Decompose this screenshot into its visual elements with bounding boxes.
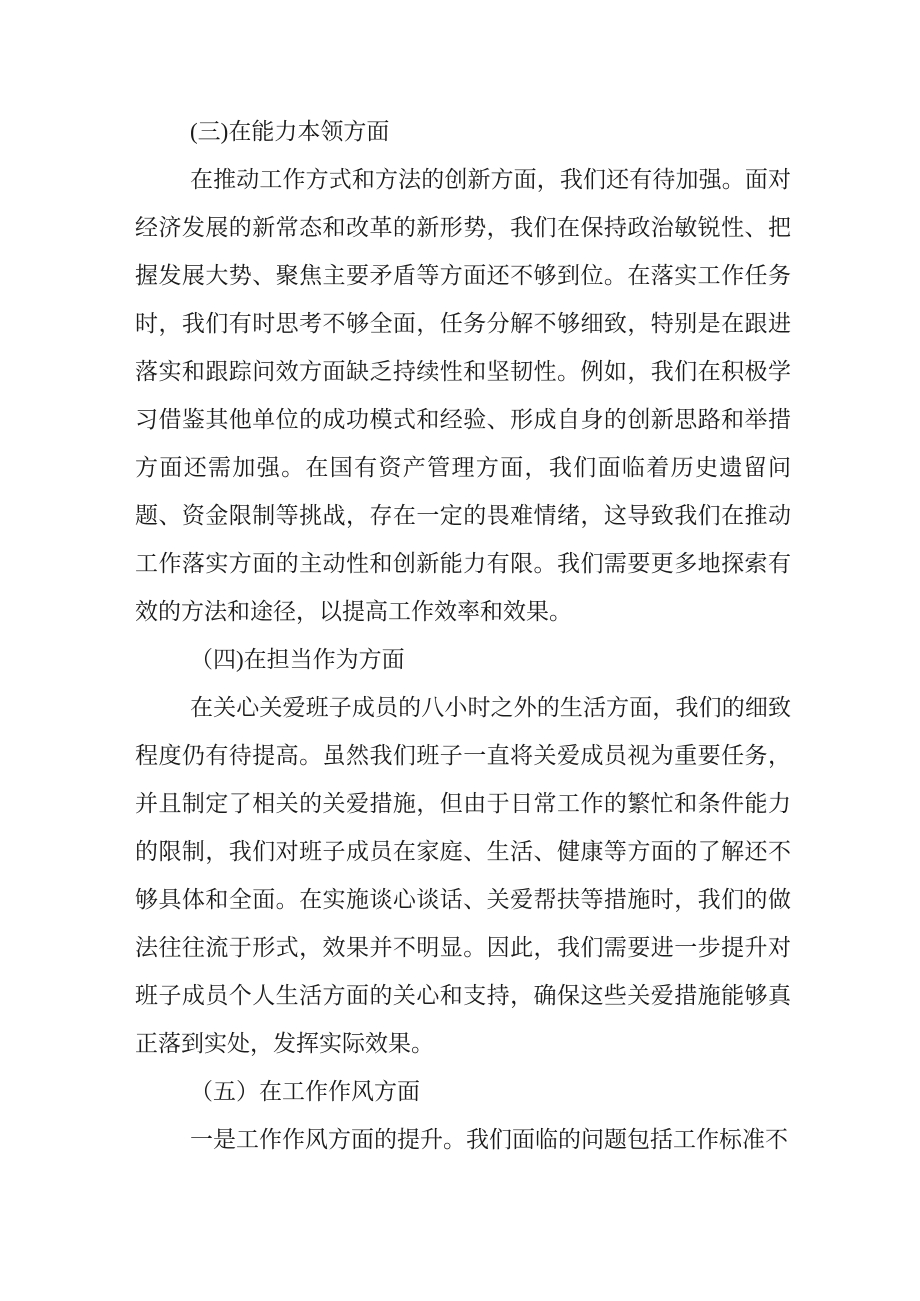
paragraph-workstyle: 一是工作作风方面的提升。我们面临的问题包括工作标准不 <box>190 1127 788 1152</box>
paragraph-capability: 在推动工作方式和方法的创新方面，我们还有待加强。面对经济发展的新常态和改革的新形势，我们在保持政治敏锐性、把握发展大势、聚焦主要矛盾等方面还不够到位。在落实工作任务时，我们有时思考不够全面，任务分解不够细致，特别是在跟进落实和跟踪问效方面缺乏持续性和坚韧性。例如，我们在积极学习借鉴其他单位的成功模式和经验、形成自身的创新思路和举措方面还需加强。在国有资产管理方面，我们面临着历史遗留问题、资金限制等挑战，存在一定的畏难情绪，这导致我们在推动工作落实方面的主动性和创新能力有限。我们需要更多地探索有效的方法和途径，以提高工作效率和效果。 <box>135 167 791 624</box>
paragraph-responsibility: 在关心关爱班子成员的八小时之外的生活方面，我们的细致程度仍有待提高。虽然我们班子一直将关爱成员视为重要任务，并且制定了相关的关爱措施，但由于日常工作的繁忙和条件能力的限制，我们对班子成员在家庭、生活、健康等方面的了解还不够具体和全面。在实施谈心谈话、关爱帮扶等措施时，我们的做法往往流于形式，效果并不明显。因此，我们需要进一步提升对班子成员个人生活方面的关心和支持，确保这些关爱措施能够真正落到实处，发挥实际效果。 <box>135 695 791 1056</box>
document-body <box>135 108 791 1164</box>
section-heading-workstyle: （五）在工作作风方面 <box>190 1079 420 1104</box>
section-heading-capability: (三)在能力本领方面 <box>190 119 390 144</box>
section-heading-responsibility: （四)在担当作为方面 <box>190 647 405 672</box>
